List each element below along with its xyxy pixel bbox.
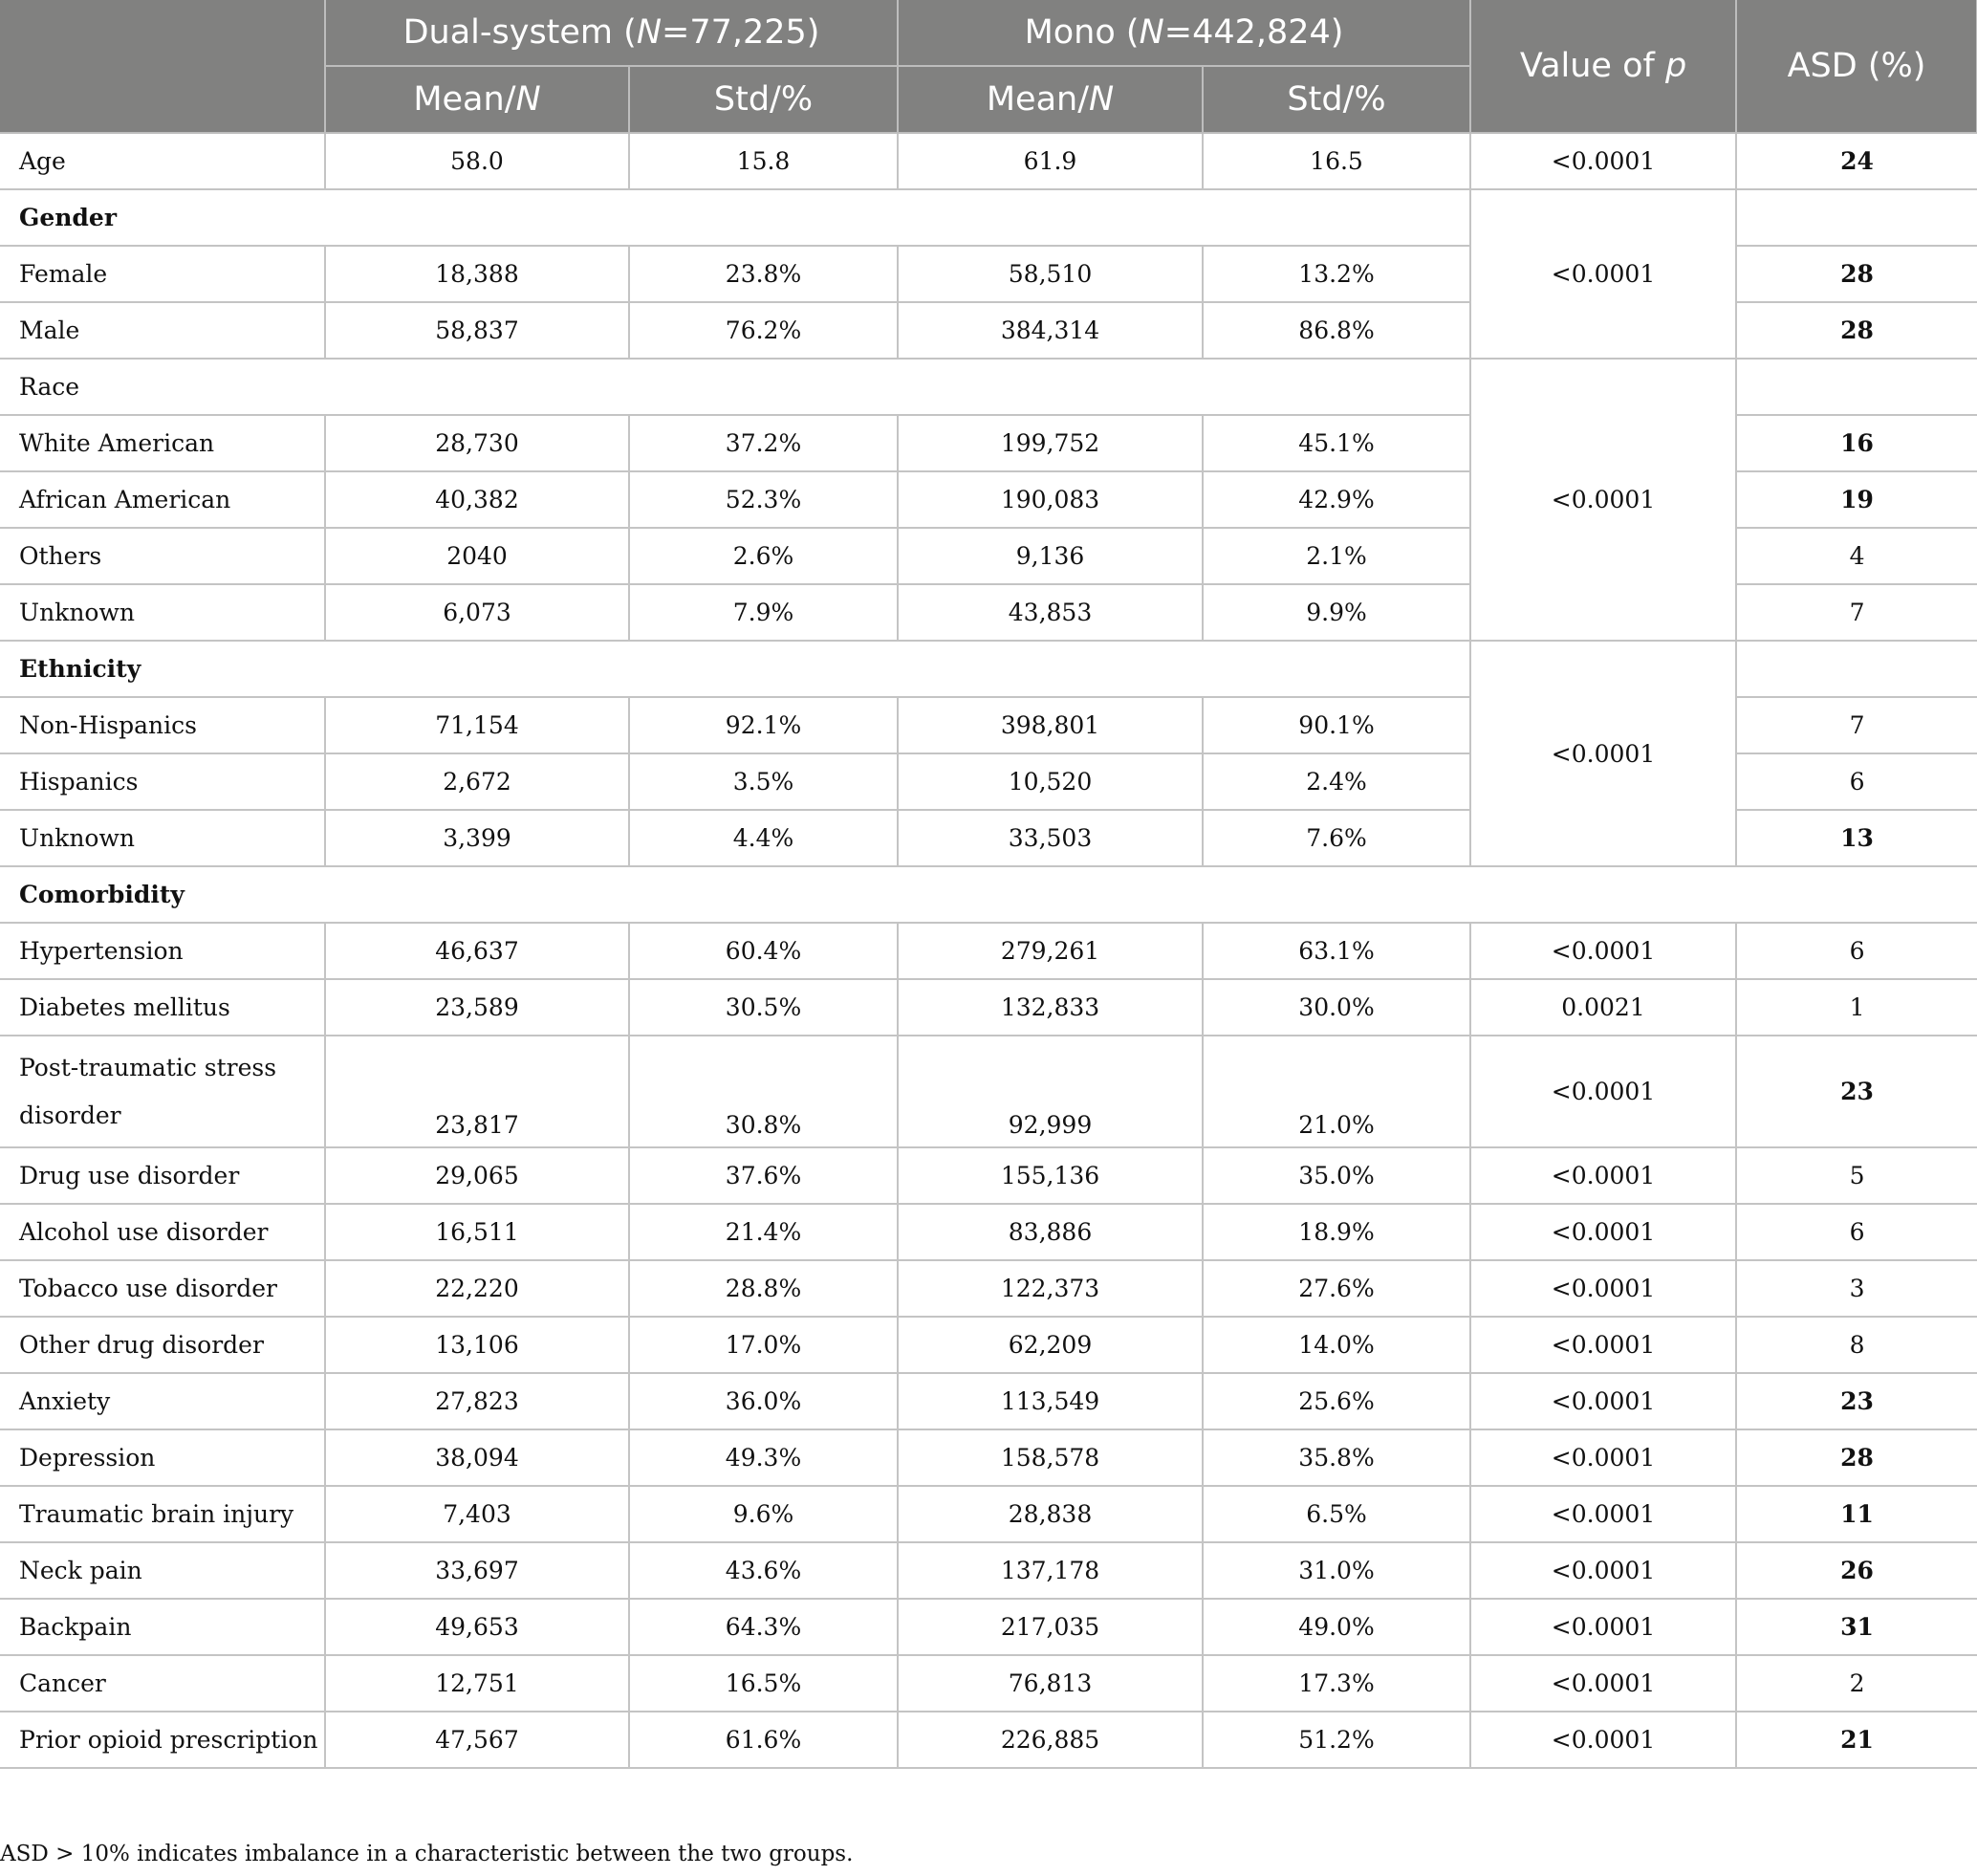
mono-mean-cell: 137,178 [898,1542,1203,1599]
mono-std-cell: 30.0% [1203,979,1470,1036]
table-footnote: ASD > 10% indicates imbalance in a characteristic between the two groups. [0,1842,854,1866]
p-value-cell: <0.0001 [1470,1317,1736,1373]
mono-std-cell: 49.0% [1203,1599,1470,1655]
p-value-cell: <0.0001 [1470,923,1736,979]
dual-std-cell: 60.4% [629,923,898,979]
dual-mean-cell: 28,730 [325,415,629,471]
table-row [0,1599,1977,1655]
p-value-cell: <0.0001 [1470,1373,1736,1429]
asd-cell: 26 [1736,1542,1977,1599]
p-value-cell: <0.0001 [1470,1542,1736,1599]
asd-cell-empty [1736,359,1977,415]
row-label: Neck pain [0,1542,325,1599]
table-row [0,923,1977,979]
mono-std-cell: 35.8% [1203,1429,1470,1486]
dual-std-cell: 37.2% [629,415,898,471]
asd-cell: 7 [1736,584,1977,641]
row-label: Unknown [0,584,325,641]
table-row [0,1147,1977,1204]
row-label: African American [0,471,325,528]
asd-cell: 28 [1736,246,1977,302]
row-label: Depression [0,1429,325,1486]
dual-mean-cell: 58.0 [325,133,629,189]
asd-cell: 6 [1736,753,1977,810]
mono-mean-cell: 33,503 [898,810,1203,866]
asd-cell: 31 [1736,1599,1977,1655]
mono-std-cell: 2.1% [1203,528,1470,584]
dual-mean-cell: 2040 [325,528,629,584]
row-label: Backpain [0,1599,325,1655]
asd-cell: 28 [1736,302,1977,359]
dual-mean-cell: 47,567 [325,1712,629,1768]
row-label: Post-traumatic stress disorder [0,1036,325,1147]
header-blank-cell [0,0,325,133]
section-label: Ethnicity [0,641,1470,697]
dual-std-cell: 21.4% [629,1204,898,1260]
p-value-cell: <0.0001 [1470,1599,1736,1655]
asd-cell: 2 [1736,1655,1977,1712]
mono-std-cell: 14.0% [1203,1317,1470,1373]
dual-mean-cell: 58,837 [325,302,629,359]
asd-cell: 24 [1736,133,1977,189]
asd-cell: 5 [1736,1147,1977,1204]
mono-std-cell: 18.9% [1203,1204,1470,1260]
mono-std-cell: 2.4% [1203,753,1470,810]
mono-std-cell: 42.9% [1203,471,1470,528]
dual-std-cell: 15.8 [629,133,898,189]
mono-mean-cell: 58,510 [898,246,1203,302]
table-row [0,1317,1977,1373]
mono-mean-cell: 190,083 [898,471,1203,528]
section-row-comorbidity [0,866,1977,923]
section-row-race [0,359,1977,415]
asd-cell: 8 [1736,1317,1977,1373]
header-mono: Mono (N=442,824) [898,0,1470,66]
row-label: Anxiety [0,1373,325,1429]
mono-mean-cell: 10,520 [898,753,1203,810]
table-row [0,1712,1977,1768]
mono-mean-cell: 398,801 [898,697,1203,753]
dual-std-cell: 37.6% [629,1147,898,1204]
table-row [0,1260,1977,1317]
dual-std-cell: 9.6% [629,1486,898,1542]
dual-mean-cell: 6,073 [325,584,629,641]
dual-mean-cell: 40,382 [325,471,629,528]
dual-std-cell: 76.2% [629,302,898,359]
dual-std-cell: 4.4% [629,810,898,866]
mono-mean-cell: 122,373 [898,1260,1203,1317]
table-row [0,133,1977,189]
header-dual-system: Dual-system (N=77,225) [325,0,898,66]
p-value-cell: <0.0001 [1470,133,1736,189]
row-label: Hypertension [0,923,325,979]
dual-std-cell: 36.0% [629,1373,898,1429]
mono-mean-cell: 61.9 [898,133,1203,189]
dual-std-cell: 23.8% [629,246,898,302]
row-label: Female [0,246,325,302]
mono-std-cell: 27.6% [1203,1260,1470,1317]
section-label: Comorbidity [0,866,1977,923]
dual-std-cell: 17.0% [629,1317,898,1373]
mono-mean-cell: 217,035 [898,1599,1203,1655]
mono-std-cell: 86.8% [1203,302,1470,359]
dual-mean-cell: 33,697 [325,1542,629,1599]
dual-mean-cell: 18,388 [325,246,629,302]
mono-mean-cell: 113,549 [898,1373,1203,1429]
header-dual-std: Std/% [629,66,898,133]
table-row [0,1204,1977,1260]
p-value-cell: <0.0001 [1470,1036,1736,1147]
dual-mean-cell: 49,653 [325,1599,629,1655]
mono-std-cell: 45.1% [1203,415,1470,471]
mono-mean-cell: 132,833 [898,979,1203,1036]
row-label: Cancer [0,1655,325,1712]
section-row-ethnicity [0,641,1977,697]
header-mono-mean: Mean/N [898,66,1203,133]
mono-mean-cell: 199,752 [898,415,1203,471]
p-value-cell: <0.0001 [1470,1712,1736,1768]
p-value-cell: <0.0001 [1470,1204,1736,1260]
asd-cell-empty [1736,189,1977,246]
row-label: Male [0,302,325,359]
p-value-cell: <0.0001 [1470,1486,1736,1542]
header-mono-std: Std/% [1203,66,1470,133]
dual-mean-cell: 46,637 [325,923,629,979]
dual-mean-cell: 12,751 [325,1655,629,1712]
dual-std-cell: 16.5% [629,1655,898,1712]
table-row [0,1655,1977,1712]
dual-mean-cell: 13,106 [325,1317,629,1373]
dual-mean-cell: 16,511 [325,1204,629,1260]
table-row [0,1486,1977,1542]
p-value-cell: <0.0001 [1470,1655,1736,1712]
dual-mean-cell: 27,823 [325,1373,629,1429]
mono-std-cell: 25.6% [1203,1373,1470,1429]
dual-mean-cell: 3,399 [325,810,629,866]
header-dual-mean: Mean/N [325,66,629,133]
mono-std-cell: 9.9% [1203,584,1470,641]
header-value-of-p: Value of p [1470,0,1736,133]
mono-mean-cell: 83,886 [898,1204,1203,1260]
dual-mean-cell: 22,220 [325,1260,629,1317]
mono-mean-cell: 43,853 [898,584,1203,641]
dual-std-cell: 43.6% [629,1542,898,1599]
mono-mean-cell: 92,999 [898,1036,1203,1147]
dual-std-cell: 92.1% [629,697,898,753]
row-label: Tobacco use disorder [0,1260,325,1317]
row-label: Alcohol use disorder [0,1204,325,1260]
mono-std-cell: 35.0% [1203,1147,1470,1204]
mono-mean-cell: 226,885 [898,1712,1203,1768]
row-label: Unknown [0,810,325,866]
p-value-cell: <0.0001 [1470,641,1736,866]
asd-cell: 11 [1736,1486,1977,1542]
dual-std-cell: 30.5% [629,979,898,1036]
mono-mean-cell: 384,314 [898,302,1203,359]
asd-cell: 6 [1736,923,1977,979]
table-row [0,1429,1977,1486]
p-value-cell: <0.0001 [1470,189,1736,359]
section-label: Gender [0,189,1470,246]
mono-std-cell: 6.5% [1203,1486,1470,1542]
asd-cell: 7 [1736,697,1977,753]
p-value-cell: 0.0021 [1470,979,1736,1036]
mono-mean-cell: 9,136 [898,528,1203,584]
section-label: Race [0,359,1470,415]
row-label: Others [0,528,325,584]
asd-cell: 21 [1736,1712,1977,1768]
mono-mean-cell: 279,261 [898,923,1203,979]
dual-mean-cell: 2,672 [325,753,629,810]
row-label: Hispanics [0,753,325,810]
asd-cell: 19 [1736,471,1977,528]
table-row [0,979,1977,1036]
dual-std-cell: 49.3% [629,1429,898,1486]
p-value-cell: <0.0001 [1470,1429,1736,1486]
mono-std-cell: 31.0% [1203,1542,1470,1599]
row-label: Prior opioid prescription [0,1712,325,1768]
dual-std-cell: 2.6% [629,528,898,584]
row-label: Age [0,133,325,189]
asd-cell: 1 [1736,979,1977,1036]
row-label: Other drug disorder [0,1317,325,1373]
header-asd: ASD (%) [1736,0,1977,133]
dual-mean-cell: 29,065 [325,1147,629,1204]
dual-mean-cell: 7,403 [325,1486,629,1542]
mono-std-cell: 51.2% [1203,1712,1470,1768]
dual-mean-cell: 71,154 [325,697,629,753]
table-row [0,1542,1977,1599]
asd-cell: 23 [1736,1036,1977,1147]
dual-std-cell: 7.9% [629,584,898,641]
dual-mean-cell: 23,589 [325,979,629,1036]
dual-mean-cell: 38,094 [325,1429,629,1486]
asd-cell: 23 [1736,1373,1977,1429]
header-row-1 [0,0,1977,66]
mono-std-cell: 7.6% [1203,810,1470,866]
asd-cell: 3 [1736,1260,1977,1317]
row-label: White American [0,415,325,471]
asd-cell: 13 [1736,810,1977,866]
mono-std-cell: 63.1% [1203,923,1470,979]
section-row-gender [0,189,1977,246]
dual-std-cell: 52.3% [629,471,898,528]
dual-std-cell: 30.8% [629,1036,898,1147]
table-row [0,1373,1977,1429]
row-label: Drug use disorder [0,1147,325,1204]
mono-mean-cell: 28,838 [898,1486,1203,1542]
mono-std-cell: 21.0% [1203,1036,1470,1147]
asd-cell: 6 [1736,1204,1977,1260]
mono-mean-cell: 62,209 [898,1317,1203,1373]
row-label: Diabetes mellitus [0,979,325,1036]
asd-cell: 16 [1736,415,1977,471]
asd-cell: 4 [1736,528,1977,584]
dual-std-cell: 28.8% [629,1260,898,1317]
p-value-cell: <0.0001 [1470,359,1736,641]
mono-mean-cell: 155,136 [898,1147,1203,1204]
asd-cell-empty [1736,641,1977,697]
p-value-cell: <0.0001 [1470,1147,1736,1204]
mono-std-cell: 13.2% [1203,246,1470,302]
mono-mean-cell: 158,578 [898,1429,1203,1486]
table-row [0,1036,1977,1147]
p-value-cell: <0.0001 [1470,1260,1736,1317]
dual-mean-cell: 23,817 [325,1036,629,1147]
row-label: Non-Hispanics [0,697,325,753]
dual-std-cell: 3.5% [629,753,898,810]
dual-std-cell: 61.6% [629,1712,898,1768]
row-label: Traumatic brain injury [0,1486,325,1542]
mono-std-cell: 90.1% [1203,697,1470,753]
dual-std-cell: 64.3% [629,1599,898,1655]
mono-mean-cell: 76,813 [898,1655,1203,1712]
mono-std-cell: 17.3% [1203,1655,1470,1712]
mono-std-cell: 16.5 [1203,133,1470,189]
asd-cell: 28 [1736,1429,1977,1486]
